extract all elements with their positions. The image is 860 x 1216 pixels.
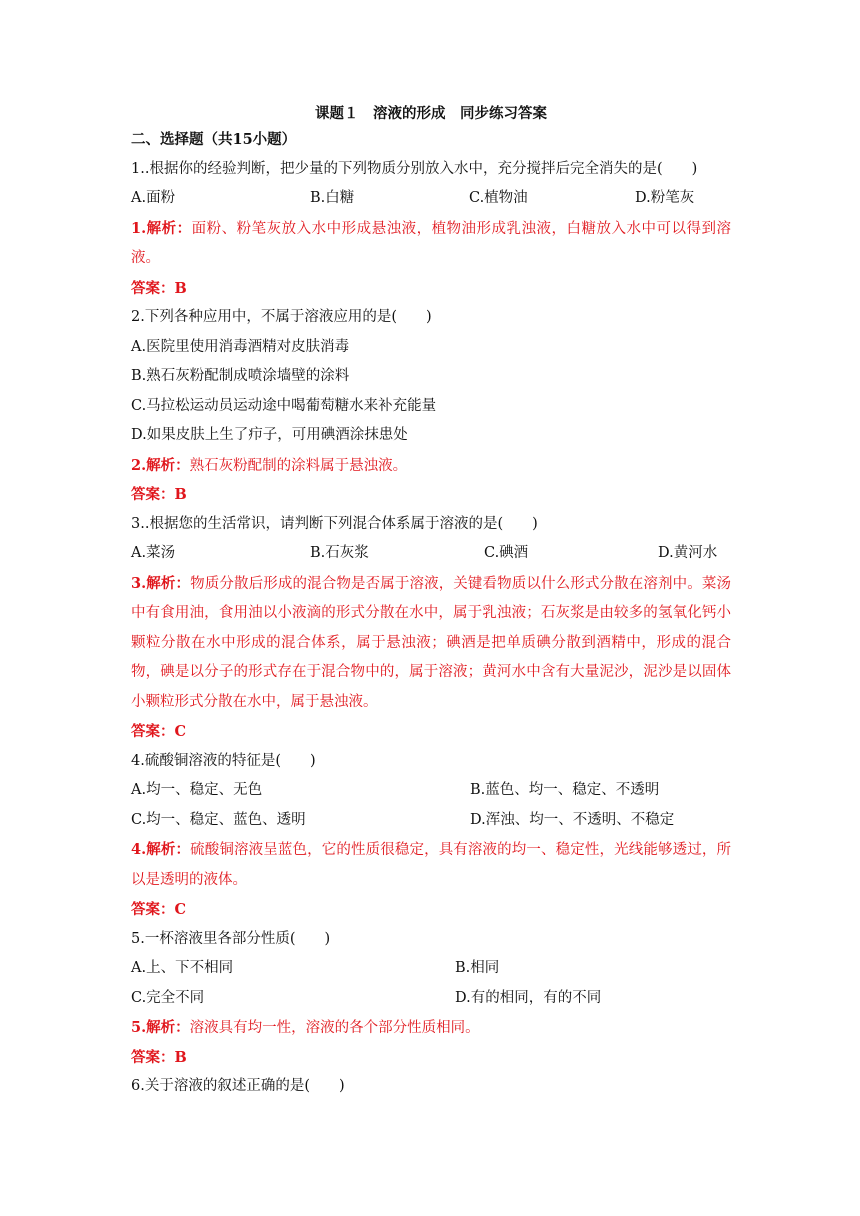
question-3-stem: 3..根据您的生活常识，请判断下列混合体系属于溶液的是( ) [131, 515, 538, 532]
option-a: A.菜汤 [131, 545, 176, 561]
option-c: C.均一、稳定、蓝色、透明 [131, 811, 306, 828]
option-c: C.碘酒 [484, 545, 529, 561]
question-3-analysis [131, 569, 731, 718]
analysis-label: 1.解析： [131, 219, 192, 237]
question-2-option-a: A.医院里使用消毒酒精对皮肤消毒 [131, 338, 350, 355]
question-1-options [131, 184, 731, 214]
question-3-options [131, 539, 731, 569]
analysis-text: 溶液具有均一性，溶液的各个部分性质相同。 [189, 1020, 480, 1036]
question-5-options-row-1 [131, 954, 731, 984]
question-2-option-b: B.熟石灰粉配制成喷涂墙壁的涂料 [131, 368, 350, 384]
question-5-stem: 5.一杯溶液里各部分性质( ) [131, 930, 331, 947]
option-b: B.石灰浆 [310, 545, 369, 561]
option-a: A.面粉 [131, 190, 176, 206]
option-d: D.浑浊、均一、不透明、不稳定 [470, 811, 675, 828]
question-2-analysis [131, 451, 731, 481]
question-2-answer: 答案：B [131, 486, 187, 503]
page-title: 课题１ 溶液的形成 同步练习答案 [315, 105, 547, 122]
analysis-text: 硫酸铜溶液呈蓝色，它的性质很稳定，具有溶液的均一、稳定性，光线能够透过，所以是透明的液体。 [131, 842, 731, 888]
section-heading: 二、选择题（共15小题） [131, 131, 297, 148]
option-d: D.黄河水 [658, 545, 718, 561]
question-1-analysis [131, 214, 731, 274]
question-1-stem: 1..根据你的经验判断，把少量的下列物质分别放入水中，充分搅拌后完全消失的是( ) [131, 160, 698, 177]
option-b: B.相同 [455, 960, 500, 976]
analysis-text: 物质分散后形成的混合物是否属于溶液，关键看物质以什么形式分散在溶剂中。菜汤中有食用油，食用油以小液滴的形式分散在水中，属于乳浊液；石灰浆是由较多的氢氧化钙小颗粒分散在水中形成的混合体系，属于悬浊液；碘酒是把单质碘分散到酒精中，形成的混合物，碘是以分子的形式存在于混合物中的，属于溶液；黄河水中含有大量泥沙，泥沙是以固体小颗粒形式分散在水中，属于悬浊液。 [131, 575, 731, 710]
question-3-answer: 答案：C [131, 723, 187, 740]
question-4-options-row-1 [131, 776, 731, 806]
analysis-label: 2.解析： [131, 456, 190, 474]
option-c: C.完全不同 [131, 989, 205, 1006]
question-4-options-row-2 [131, 806, 731, 836]
option-a: A.上、下不相同 [131, 960, 234, 976]
analysis-label: 5.解析： [131, 1019, 190, 1036]
question-5-options-row-2 [131, 984, 731, 1014]
question-4-answer: 答案：C [131, 901, 187, 918]
question-2-option-d: D.如果皮肤上生了疖子，可用碘酒涂抹患处 [131, 427, 408, 443]
question-4-analysis [131, 835, 731, 895]
question-5-answer: 答案：B [131, 1048, 187, 1066]
question-5-analysis [131, 1013, 731, 1043]
analysis-text: 熟石灰粉配制的涂料属于悬浊液。 [189, 457, 408, 474]
option-b: B.白糖 [310, 190, 355, 206]
question-2-option-c: C.马拉松运动员运动途中喝葡萄糖水来补充能量 [131, 397, 437, 414]
question-2-stem: 2.下列各种应用中，不属于溶液应用的是( ) [131, 309, 432, 325]
option-d: D.粉笔灰 [635, 190, 695, 206]
question-4-stem: 4.硫酸铜溶液的特征是( ) [131, 752, 316, 769]
option-b: B.蓝色、均一、稳定、不透明 [470, 782, 660, 798]
option-a: A.均一、稳定、无色 [131, 782, 263, 798]
analysis-label: 4.解析： [131, 841, 191, 858]
option-d: D.有的相同，有的不同 [455, 989, 602, 1006]
analysis-label: 3.解析： [131, 574, 191, 592]
option-c: C.植物油 [469, 190, 528, 206]
question-6-stem: 6.关于溶液的叙述正确的是( ) [131, 1078, 345, 1094]
document-page [131, 96, 731, 1102]
question-1-answer: 答案：B [131, 279, 187, 297]
analysis-text: 面粉、粉笔灰放入水中形成悬浊液，植物油形成乳浊液，白糖放入水中可以得到溶液。 [131, 220, 731, 266]
